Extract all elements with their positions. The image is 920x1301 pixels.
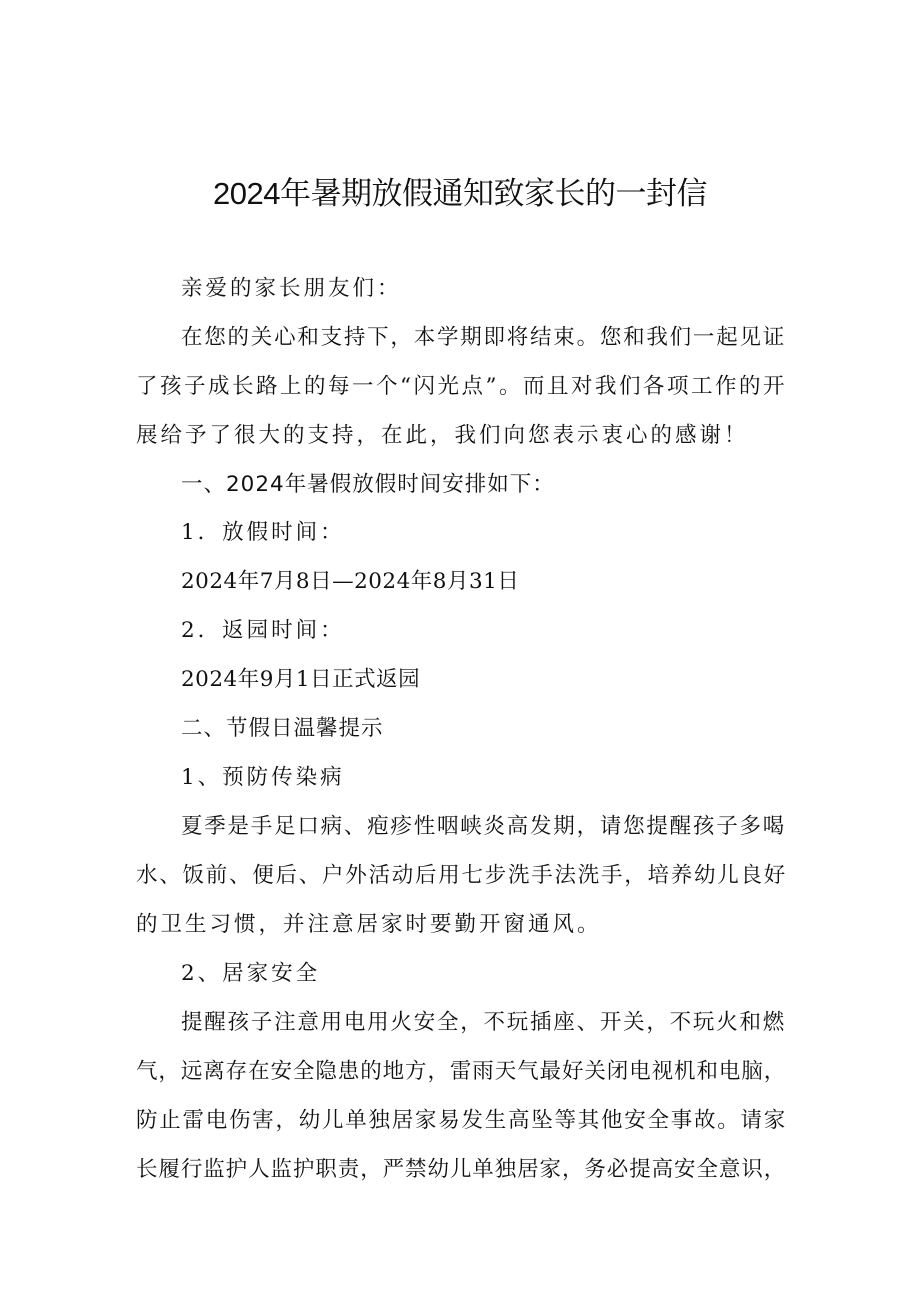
intro-paragraph-line: 展给予了很大的支持，在此，我们向您表示衷心的感谢！	[136, 423, 749, 448]
intro-paragraph-line: 在您的关心和支持下，本学期即将结束。您和我们一起见证	[181, 325, 786, 350]
tip-body-line: 的卫生习惯，并注意居家时要勤开窗通风。	[136, 912, 602, 937]
section-heading-tips: 二、节假日温馨提示	[181, 716, 384, 741]
tip-body-line: 气，远离存在安全隐患的地方，雷雨天气最好关闭电视机和电脑，	[136, 1059, 786, 1084]
salutation: 亲爱的家长朋友们：	[181, 276, 402, 301]
tip-body-line: 防止雷电伤害，幼儿单独居家易发生高坠等其他安全事故。请家	[136, 1108, 788, 1133]
tip-body-line: 水、饭前、便后、户外活动后用七步洗手法洗手，培养幼儿良好	[136, 863, 788, 888]
return-date-value: 2024年9月1日正式返园	[181, 667, 421, 692]
vacation-start-label: 1．放假时间：	[181, 520, 345, 545]
tip-body-line: 长履行监护人监护职责，严禁幼儿单独居家，务必提高安全意识，	[136, 1157, 786, 1182]
tip-body-line: 提醒孩子注意用电用火安全，不玩插座、开关，不玩火和燃	[181, 1010, 786, 1035]
return-date-label: 2．返园时间：	[181, 618, 345, 643]
tip-body-line: 夏季是手足口病、疱疹性咽峡炎高发期，请您提醒孩子多喝	[181, 814, 786, 839]
section-heading-schedule: 一、2024年暑假放假时间安排如下：	[181, 472, 555, 497]
vacation-dates: 2024年7月8日—2024年8月31日	[181, 569, 520, 594]
tip-title-home-safety: 2、居家安全	[181, 961, 321, 986]
page-title: 2024年暑期放假通知致家长的一封信	[213, 176, 707, 211]
tip-title-disease: 1、预防传染病	[181, 765, 345, 790]
intro-paragraph-line: 了孩子成长路上的每一个“闪光点”。而且对我们各项工作的开	[136, 374, 787, 399]
